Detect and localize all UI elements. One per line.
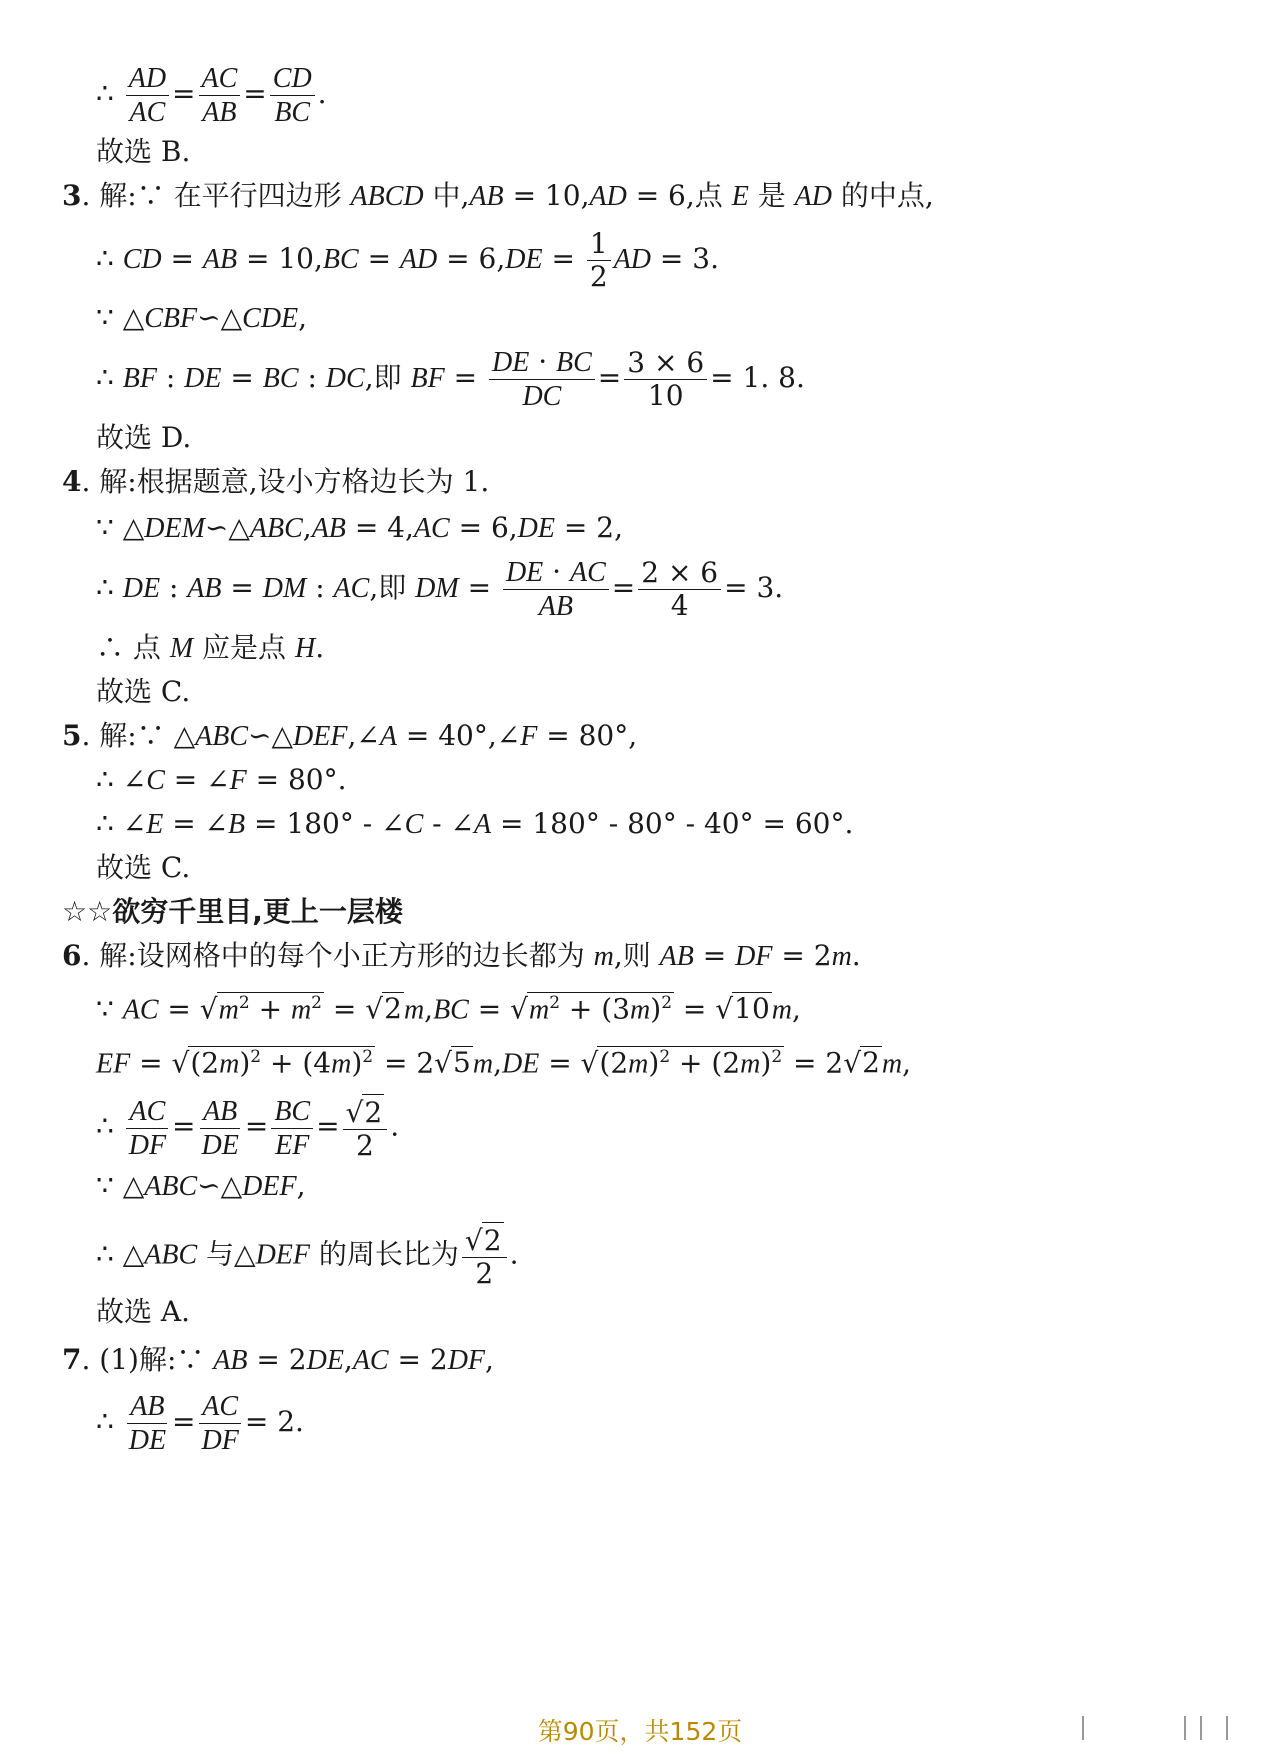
line-19: ∵ AC = $√m^2 + m^2 = √2m,BC = √m^2 + (3m)^2 = √10m$, xyxy=(96,992,801,1026)
line-13: 5. 解:∵ △ABC∽△DEF,∠A = 40°,∠F = 80°, xyxy=(62,719,638,752)
line-20: EF = $√(2m)^2 + (4m)^2 = 2√5m,DE = √(2m)^2 + (2m)^2 = 2√2m$, xyxy=(96,1046,912,1080)
line-3: 3. 解:∵ 在平行四边形 ABCD 中,AB = 10,AD = 6,点 E 是 AD 的中点, xyxy=(62,179,934,212)
line-22: ∵ △ABC∽△DEF, xyxy=(96,1169,306,1202)
line-23: ∴ △ABC 与△DEF 的周长比为 $\frac{√2}{2}$ . xyxy=(96,1224,519,1291)
line-2: 故选 B. xyxy=(96,135,191,168)
scan-artifact xyxy=(1082,1716,1084,1740)
scan-artifact xyxy=(1200,1716,1202,1740)
line-12: 故选 C. xyxy=(96,675,191,708)
line-21: ∴ $\frac{AC}{DF}$ = $\frac{AB}{DE}$ = $\frac{BC}{EF}$ = $\frac{√2}{2}$ . xyxy=(96,1095,400,1163)
line-11: ∴ 点 M 应是点 H. xyxy=(96,631,325,664)
line-9: ∵ △DEM∽△ABC,AB = 4,AC = 6,DE = 2, xyxy=(96,511,623,544)
line-5: ∵ △CBF∽△CDE, xyxy=(96,301,308,334)
line-1: ∴ $\frac{AD}{AC}$ = $\frac{AC}{AB}$ = $\frac{CD}{BC}$ . xyxy=(96,63,327,129)
line-25: 7. (1)解:∵ AB = 2DE,AC = 2DF, xyxy=(62,1343,494,1376)
page-footer: 第90页，共152页 xyxy=(537,1717,743,1746)
line-10: ∴ DE : AB = DM : AC,即 DM = $\frac{DE \cdot AC}{AB}$ = $\frac{2 \times 6}{4}$ = 3. xyxy=(96,555,784,623)
line-26: ∴ $\frac{AB}{DE}$ = $\frac{AC}{DF}$ = 2. xyxy=(96,1391,304,1457)
scan-artifact xyxy=(1184,1716,1186,1740)
line-18: 6. 解:设网格中的每个小正方形的边长都为 m,则 AB = DF = 2m. xyxy=(62,939,861,972)
line-7: 故选 D. xyxy=(96,421,192,454)
scan-artifact xyxy=(1226,1716,1228,1740)
line-6: ∴ BF : DE = BC : DC,即 BF = $\frac{DE \cdot BC}{DC}$ = $\frac{3 \times 6}{10}$ = 1. 8. xyxy=(96,345,805,413)
line-16: 故选 C. xyxy=(96,851,191,884)
line-15: ∴ ∠E = ∠B = 180° - ∠C - ∠A = 180° - 80° - 40° = 60°. xyxy=(96,807,854,840)
line-8: 4. 解:根据题意,设小方格边长为 1. xyxy=(62,465,490,498)
line-14: ∴ ∠C = ∠F = 80°. xyxy=(96,763,347,796)
line-24: 故选 A. xyxy=(96,1295,191,1328)
line-4: ∴ CD = AB = 10,BC = AD = 6,DE = $\frac{1}{2}$ AD = 3. xyxy=(96,227,719,294)
section-heading: ☆☆欲穷千里目,更上一层楼 xyxy=(62,895,403,928)
